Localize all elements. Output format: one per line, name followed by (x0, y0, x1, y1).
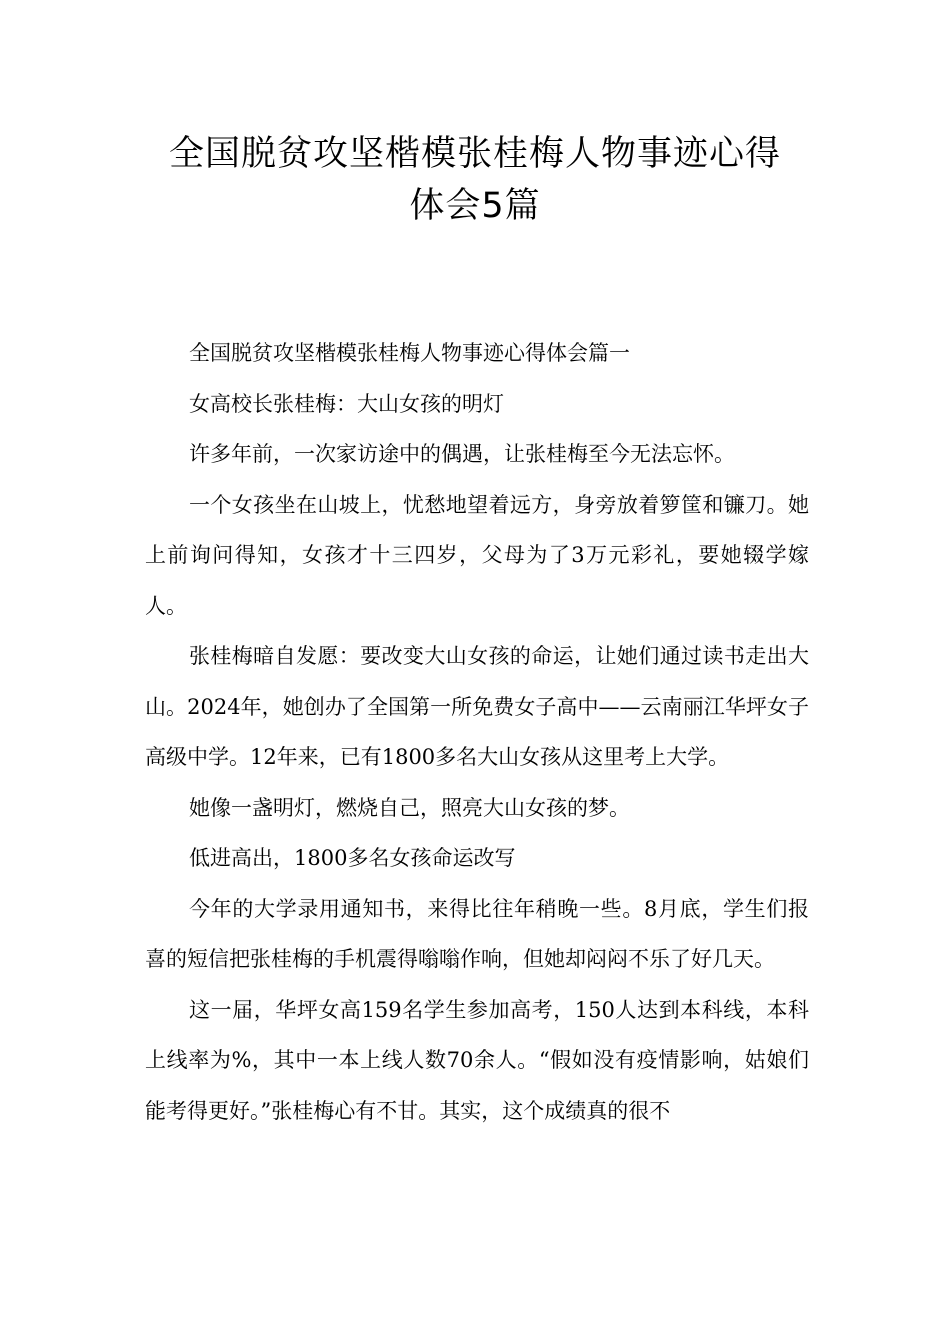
paragraph: 许多年前，一次家访途中的偶遇，让张桂梅至今无法忘怀。 (189, 442, 735, 466)
paragraph: 今年的大学录用通知书，来得比往年稍晚一些。8月底，学生们报喜的短信把张桂梅的手机震得嗡嗡作响，但她却闷闷不乐了好几天。 (145, 896, 809, 971)
section-heading: 全国脱贫攻坚楷模张桂梅人物事迹心得体会篇一 (189, 341, 630, 365)
title-line-2: 体会5篇 (409, 186, 541, 226)
paragraph: 这一届，华坪女高159名学生参加高考，150人达到本科线，本科上线率为%，其中一本上线人数70余人。“假如没有疫情影响，姑娘们能考得更好。”张桂梅心有不甘。其实，这个成绩真的很不 (145, 997, 809, 1123)
title-line-1: 全国脱贫攻坚楷模张桂梅人物事迹心得 (168, 134, 781, 174)
paragraph: 一个女孩坐在山坡上，忧愁地望着远方，身旁放着箩筐和镰刀。她上前询问得知，女孩才十三四岁，父母为了3万元彩礼，要她辍学嫁人。 (145, 492, 809, 618)
document-title (100, 128, 850, 232)
paragraph: 她像一盏明灯，燃烧自己，照亮大山女孩的梦。 (189, 795, 630, 820)
section-subheading: 低进高出，1800多名女孩命运改写 (189, 846, 516, 870)
article-subtitle: 女高校长张桂梅：大山女孩的明灯 (189, 391, 504, 416)
document-body (145, 328, 809, 1136)
paragraph: 张桂梅暗自发愿：要改变大山女孩的命运，让她们通过读书走出大山。2024年，她创办了全国第一所免费女子高中——云南丽江华坪女子高级中学。12年来，已有1800多名大山女孩从这里考上大学。 (145, 644, 809, 769)
